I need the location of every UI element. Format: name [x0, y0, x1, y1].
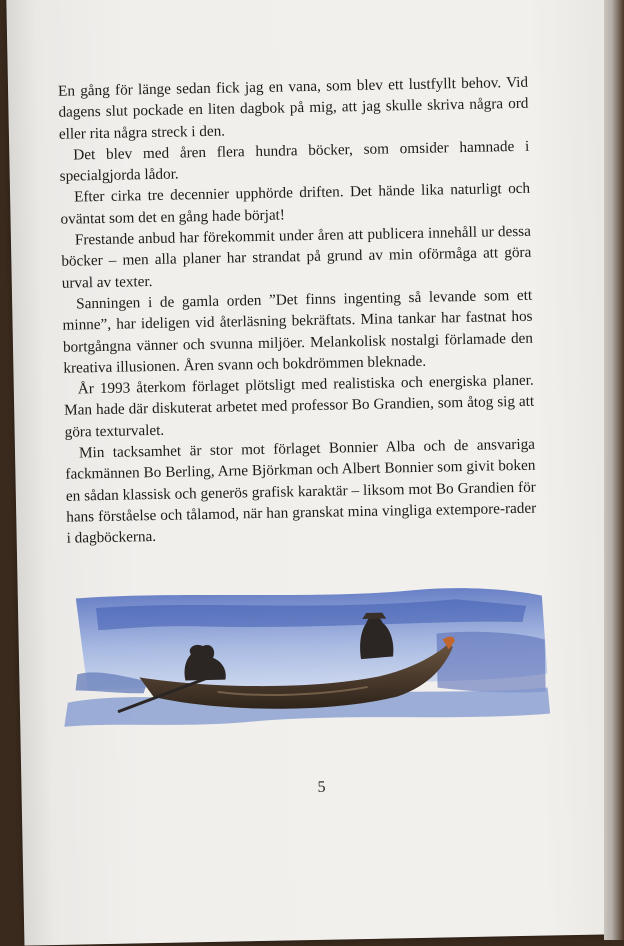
paragraph: Det blev med åren flera hundra böcker, som omsider hamnade i specialgjorda lådor.: [59, 137, 530, 185]
paragraph: En gång för länge sedan fick jag en vana, som blev ett lustfyllt behov. Vid dagens slut pockade en liten dagbok på mig, att jag skulle skriva några ord eller rita några streck i den.: [57, 73, 529, 143]
body-text: [58, 72, 537, 549]
page-edge: [604, 0, 624, 940]
book-page: [6, 0, 624, 946]
paragraph: Sanningen i de gamla orden ”Det finns ingenting så levande som ett minne”, har ideligen vid återläsning bekräftats. Mina tankar har fastnat hos bortgångna vänner och svunna miljöer. Melankolisk nostalgi förlamade den kreativa illusionen. Åren svann och bokdrömmen bleknade.: [62, 286, 534, 377]
paragraph: Frestande anbud har förekommit under åren att publicera innehåll ur dessa böcker – men alla planer har strandat på grund av min oförmåga att göra urval av texter.: [61, 222, 532, 292]
page-number: 5: [317, 778, 326, 796]
watercolor-boat-illustration: [56, 581, 559, 741]
paragraph: År 1993 återkom förlaget plötsligt med realistiska och energiska planer. Man hade där diskuterat arbetet med professor Bo Grandien, som åtog sig att göra texturvalet.: [64, 371, 535, 441]
paragraph: Min tacksamhet är stor mot förlaget Bonnier Alba och de ansvariga fackmännen Bo Berling, Arne Björkman och Albert Bonnier som givit boken en sådan klassisk och generös grafisk karaktär – liksom mot Bo Grandien för hans förståelse och tålamod, när han granskat mina vingliga extempore-rader i dagböckerna.: [65, 435, 537, 547]
paragraph: Efter cirka tre decennier upphörde driften. Det hände lika naturligt och oväntat som det en gång hade börjat!: [60, 180, 531, 228]
